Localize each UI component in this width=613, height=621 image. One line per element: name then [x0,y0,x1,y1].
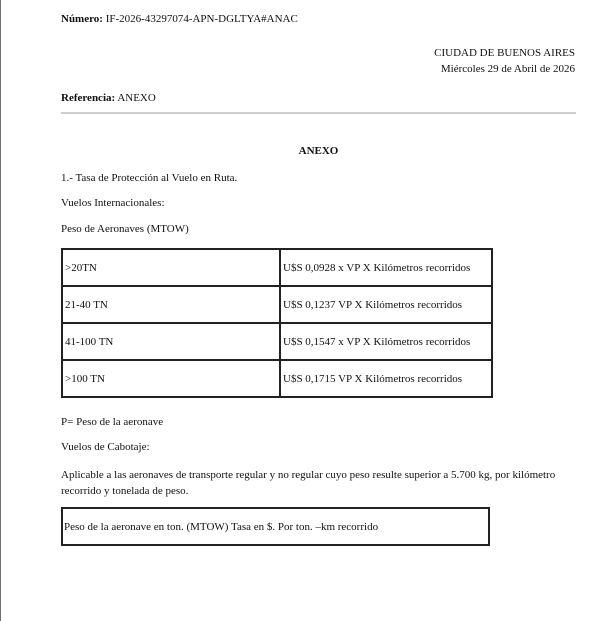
rate-cell: U$S 0,0928 x VP X Kilómetros recorridos [280,249,492,286]
weight-range-cell: >100 TN [62,360,280,397]
referencia-label: Referencia: [61,92,116,104]
table-row [62,286,492,323]
weight-label: Peso de Aeronaves (MTOW) [61,223,189,235]
date: Miércoles 29 de Abril de 2026 [440,63,575,75]
city: CIUDAD DE BUENOS AIRES [434,47,575,59]
domestic-rates-table [61,507,490,546]
rates-table [61,248,493,398]
document-number [61,13,298,25]
weight-range-cell: >20TN [62,249,280,286]
section-heading: 1.- Tasa de Protección al Vuelo en Ruta. [61,172,238,184]
header-divider [61,112,576,114]
rate-cell: U$S 0,1237 VP X Kilómetros recorridos [280,286,492,323]
table-row [62,508,489,545]
international-flights-label: Vuelos Internacionales: [61,197,165,209]
rate-cell: U$S 0,1715 VP X Kilómetros recorridos [280,360,492,397]
place-and-date [434,45,575,77]
referencia-value: ANEXO [117,92,156,104]
weight-range-cell: 21-40 TN [62,286,280,323]
reference [61,92,156,104]
domestic-flights-label: Vuelos de Cabotaje: [61,441,150,453]
rate-cell: U$S 0,1547 x VP X Kilómetros recorridos [280,323,492,360]
applicability-paragraph: Aplicable a las aeronaves de transporte regular y no regular cuyo peso resulte superior a 5.700 kg, por kilómetro recorrido y tonelada de peso. [61,469,556,497]
numero-label: Número: [61,13,103,25]
weight-range-cell: 41-100 TN [62,323,280,360]
table-row [62,323,492,360]
numero-value: IF-2026-43297074-APN-DGLTYA#ANAC [105,13,298,25]
page-left-border [0,0,1,621]
domestic-table-header-cell: Peso de la aeronave en ton. (MTOW) Tasa en $. Por ton. –km recorrido [62,508,489,545]
p-definition: P= Peso de la aeronave [61,416,164,428]
page-title: ANEXO [298,145,339,157]
table-row [62,249,492,286]
table-row [62,360,492,397]
